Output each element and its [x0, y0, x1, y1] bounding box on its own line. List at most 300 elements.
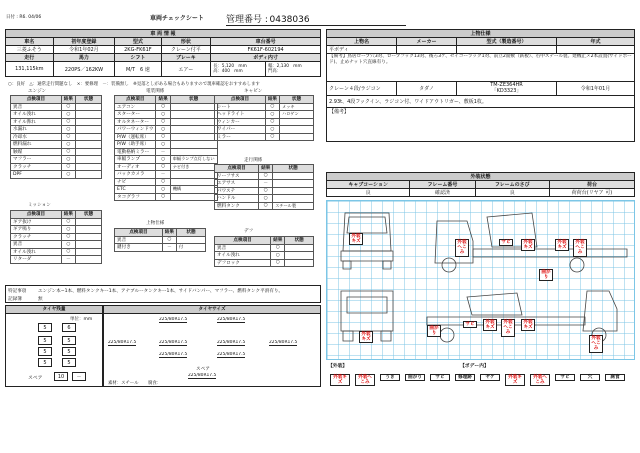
- mission-note: [76, 233, 102, 241]
- mission-table: [10, 210, 102, 264]
- electric-item: オルタネーター: [115, 118, 156, 126]
- crane-maker: タダノ: [397, 82, 457, 96]
- defu-table: [214, 236, 314, 267]
- electric-row: [115, 171, 218, 179]
- engine-note: [76, 133, 102, 141]
- dmg-side1-3: 外装キズ: [555, 239, 569, 251]
- cabin-note: ハロゲン: [280, 111, 314, 119]
- tire-remaining-box: [5, 305, 103, 387]
- legend-left-title: 【外装】: [328, 364, 348, 369]
- suspension-note: [273, 195, 314, 203]
- vehicle-info-table: [5, 29, 321, 77]
- vehicle-info-title: 車 両 情 報: [6, 30, 321, 38]
- defu-item: 異音: [215, 244, 271, 252]
- engine-item: 燃料漏れ: [11, 141, 62, 149]
- engine-col-2: 状態: [76, 96, 102, 104]
- exterior-table: [326, 172, 635, 197]
- wheel-note: 腐食：: [148, 381, 162, 386]
- side-view-wheel-f: [442, 258, 456, 272]
- vv2-2: M/T 6 速: [115, 62, 161, 77]
- exterior-title: 外装状態: [327, 173, 635, 181]
- upper-result: ○: [162, 236, 176, 244]
- electric-note: [170, 118, 217, 126]
- electric-title: 電装関係: [146, 89, 165, 94]
- electric-row: [115, 141, 218, 149]
- dmg-side2-1: サビ: [463, 321, 477, 328]
- vh2-1: 馬力: [53, 54, 115, 62]
- dmg-side2-2: 外装キズ: [483, 319, 497, 331]
- engine-note: [76, 156, 102, 164]
- dmg-side1-1: サビ: [499, 239, 513, 246]
- electric-note: [170, 148, 217, 156]
- vv-0: 三菱ふそう: [6, 46, 54, 54]
- engine-row: [11, 133, 102, 141]
- legend-item: サビ: [555, 374, 575, 381]
- suspension-result: ○: [259, 187, 273, 195]
- tire-r1: 5: [38, 336, 52, 345]
- engine-note: [76, 163, 102, 171]
- mission-row: [11, 233, 102, 241]
- electric-row: [115, 103, 218, 111]
- dmg-side2-5: 外装へこみ: [589, 335, 603, 353]
- suspension-row: [215, 202, 314, 210]
- electric-note: 車幅ランプ点灯しない: [170, 156, 217, 164]
- electric-item: 電動格納ミラー: [115, 148, 156, 156]
- tire-r5: 5: [38, 358, 52, 367]
- engine-result: ○: [61, 148, 75, 156]
- electric-table: [114, 95, 218, 201]
- mission-result: －: [61, 256, 75, 264]
- electric-item: 車幅ランプ: [115, 156, 156, 164]
- engine-item: クラッチ: [11, 163, 62, 171]
- legend-item: 修理跡: [455, 374, 475, 381]
- suspension-title: 走行関係: [244, 158, 263, 163]
- electric-result: ○: [156, 163, 170, 171]
- electric-row: [115, 178, 218, 186]
- mission-result: ○: [61, 218, 75, 226]
- crane-model: TM-ZE364HR: [490, 82, 523, 88]
- electric-result: －: [156, 148, 170, 156]
- upper-col-0: 点検項目: [115, 229, 163, 237]
- suspension-note: [273, 172, 314, 180]
- dmg-rear-0: 外装キズ: [359, 331, 373, 343]
- upper-col-2: 状態: [176, 229, 205, 237]
- vh-1: 初年度登録: [53, 38, 115, 46]
- side2-wheel-r: [440, 328, 454, 342]
- engine-row: [11, 103, 102, 111]
- dmg-side1-5: 曲がり: [539, 269, 553, 281]
- cabin-row: [215, 133, 314, 141]
- dmg-side2-3: 外装へこみ: [501, 319, 515, 337]
- eh-3: 荷台: [550, 181, 635, 189]
- electric-item: スターター: [115, 111, 156, 119]
- tire-fr: 6: [62, 323, 76, 332]
- electric-result: ○: [156, 103, 170, 111]
- sh-0: 上物名: [327, 38, 397, 46]
- tire-remaining-title: タイヤ残量: [6, 306, 102, 314]
- vh2-3: ブレーキ: [161, 54, 211, 62]
- eh-2: フレームのさび: [475, 181, 550, 189]
- suspension-note: スチール製: [273, 202, 314, 210]
- cabin-title: キャビン: [244, 89, 263, 94]
- engine-result: ○: [61, 171, 75, 179]
- date-label: 日付 : R6. 04/06: [6, 15, 42, 20]
- tire-r6: 5: [62, 358, 76, 367]
- record-label: 記録簿: [8, 297, 22, 302]
- engine-title: エンジン: [28, 89, 47, 94]
- electric-item: P/W（助手席）: [115, 141, 156, 149]
- suspension-col-2: 状態: [273, 165, 314, 173]
- engine-row: [11, 111, 102, 119]
- electric-result: －: [156, 171, 170, 179]
- electric-row: [115, 133, 218, 141]
- defu-note: [285, 244, 314, 252]
- electric-item: バックカメラ: [115, 171, 156, 179]
- crane-remark: 2.93t、4段フックイン、ラジコン付、ワイドアウトリガー、敷板1枚。: [327, 96, 635, 108]
- electric-note: [170, 133, 217, 141]
- electric-row: [115, 163, 218, 171]
- electric-item: エアコン: [115, 103, 156, 111]
- cabin-col-2: 状態: [280, 96, 314, 104]
- upper-result: －: [162, 244, 176, 252]
- electric-col-1: 結果: [156, 96, 170, 104]
- defu-col-2: 状態: [285, 237, 314, 245]
- vh-3: 形状: [161, 38, 211, 46]
- legend-item: 腐食: [605, 374, 625, 381]
- mission-item: クラッチ: [11, 233, 62, 241]
- suspension-item: リーフサス: [215, 172, 259, 180]
- tire-r4: 5: [62, 347, 76, 356]
- electric-result: ○: [156, 111, 170, 119]
- sh-3: 年式: [557, 38, 635, 46]
- electric-item: P/W（運転席）: [115, 133, 156, 141]
- ts-front-l: 225/80R17.5: [159, 317, 188, 322]
- tire-r3: 5: [38, 347, 52, 356]
- electric-result: ○: [156, 156, 170, 164]
- mission-item: オイル洩れ: [11, 248, 62, 256]
- legend-line: ○：良好 △：通常走行問題なし ×：要修理 －：装備無し ※見落としがある場合もありますので現車確認をおすすめします: [8, 82, 260, 87]
- engine-row: [11, 126, 102, 134]
- mission-row: [11, 241, 102, 249]
- cabin-row: [215, 118, 314, 126]
- electric-row: [115, 156, 218, 164]
- defu-result: ○: [271, 252, 285, 260]
- spare-remaining: 10: [54, 372, 68, 381]
- vh-0: 車名: [6, 38, 54, 46]
- suspension-item: エアサス: [215, 180, 259, 188]
- cabin-col-1: 結果: [265, 96, 279, 104]
- ts-r2: 225/80R17.5: [159, 340, 188, 345]
- engine-note: [76, 126, 102, 134]
- vv2-1: 220PS／162KW: [53, 62, 115, 77]
- vh2-4: ボディ内寸: [211, 54, 321, 62]
- cabin-note: メッキ: [280, 103, 314, 111]
- vv2-0: 131,115km: [6, 62, 54, 77]
- defu-row: [215, 244, 314, 252]
- ts-r1: 225/80R17.5: [108, 340, 137, 345]
- suspension-item: 燃料タンク: [215, 202, 259, 210]
- dmg-front-0: 外装キズ: [349, 233, 363, 245]
- electric-row: [115, 186, 218, 194]
- defu-col-0: 点検項目: [215, 237, 271, 245]
- electric-item: ナビ: [115, 178, 156, 186]
- vv-2: 2KG-FK61F: [115, 46, 161, 54]
- dims-lw: 長：5,120 mm 高：400 mm: [211, 62, 266, 77]
- crane-year: 令和1年01月: [557, 82, 635, 96]
- electric-row: [115, 111, 218, 119]
- mission-note: [76, 256, 102, 264]
- electric-note: ナビ付き: [170, 163, 217, 171]
- cabin-row: [215, 126, 314, 134]
- engine-col-1: 結果: [61, 96, 75, 104]
- electric-result: ○: [156, 186, 170, 194]
- engine-result: ○: [61, 111, 75, 119]
- engine-row: [11, 148, 102, 156]
- mgmt-number-line: [226, 12, 406, 26]
- defu-title: デフ: [244, 229, 254, 234]
- electric-note: [170, 178, 217, 186]
- engine-row: [11, 171, 102, 179]
- cabin-item: ミラー: [215, 133, 266, 141]
- electric-note: [170, 193, 217, 201]
- legend-item: 外装キズ: [505, 374, 525, 386]
- electric-note: [170, 103, 217, 111]
- cabin-result: ○: [265, 126, 279, 134]
- mission-col-1: 結果: [61, 211, 75, 219]
- suspension-col-0: 点検項目: [215, 165, 259, 173]
- upper-col-1: 結果: [162, 229, 176, 237]
- electric-note: [170, 171, 217, 179]
- vv-4: FK61F-602194: [211, 46, 321, 54]
- electric-item: タコグラフ: [115, 193, 156, 201]
- engine-item: オイル洩れ: [11, 111, 62, 119]
- electric-col-2: 状態: [170, 96, 217, 104]
- cabin-result: ○: [265, 118, 279, 126]
- dmg-side1-2: 外装キズ: [521, 239, 535, 251]
- engine-result: ○: [61, 133, 75, 141]
- cabin-row: [215, 103, 314, 111]
- engine-item: マフラー: [11, 156, 62, 164]
- electric-item: パワーウィンドウ: [115, 126, 156, 134]
- front-view-bumper: [341, 251, 393, 261]
- legend-item: 外装へこみ: [355, 374, 375, 386]
- ts-r6: 225/80R17.5: [217, 352, 246, 357]
- vv-3: クレーン付平: [161, 46, 211, 54]
- vv-1: 令和1年02月: [53, 46, 115, 54]
- engine-note: [76, 141, 102, 149]
- upper-item: 鍵付き: [115, 244, 163, 252]
- legend-item: 外装へこみ: [530, 374, 550, 386]
- suspension-col-1: 結果: [259, 165, 273, 173]
- tire-size-title: タイヤサイズ: [104, 306, 320, 314]
- special-text: エンジン本−1本、燃料タンクキー1本、アナブルータンクキー1本、サイドバンパー、マフラー、燃料タンク平滑有り。: [38, 289, 284, 294]
- electric-col-0: 点検項目: [115, 96, 156, 104]
- mission-note: [76, 241, 102, 249]
- cabin-result: ○: [265, 103, 279, 111]
- side-view-wheel-r: [570, 258, 584, 272]
- spec-body: 平ボディ: [327, 46, 397, 54]
- mission-result: ○: [61, 241, 75, 249]
- mission-note: [76, 218, 102, 226]
- suspension-row: [215, 187, 314, 195]
- cabin-table: [214, 95, 314, 141]
- spec-remark: 鳥居ロープ穴3対、ロープフック13対、後ろ3ケ、セイコーラック1対、前立2面敷（鉄板）、右中ステール製。建機止メ2本設置(サイドボード)、止めナット穴直線有り。: [329, 54, 632, 65]
- crane-name: クレーン４段/ラジコン: [327, 82, 397, 96]
- eh-0: キャブコーション: [327, 181, 410, 189]
- dmg-side1-0: 外装へこみ: [455, 239, 469, 257]
- engine-result: ○: [61, 103, 75, 111]
- suspension-row: [215, 172, 314, 180]
- special-label: 特記事項: [8, 289, 27, 294]
- engine-item: 異音: [11, 103, 62, 111]
- mission-col-0: 点検項目: [11, 211, 62, 219]
- suspension-result: ○: [259, 202, 273, 210]
- electric-result: ○: [156, 118, 170, 126]
- ts-r5: 225/80R17.5: [159, 352, 188, 357]
- defu-note: [285, 252, 314, 260]
- side2-crane: [467, 293, 522, 315]
- front-view-windshield: [347, 217, 387, 233]
- engine-row: [11, 118, 102, 126]
- rear-view-window: [347, 297, 387, 313]
- side-view-bed: [473, 249, 627, 257]
- dmg-side2-4: 外装キズ: [521, 319, 535, 331]
- vv2-3: エアー: [161, 62, 211, 77]
- dmg-side2-0: 曲がり: [427, 325, 441, 337]
- dmg-side1-4: 外装へこみ: [573, 239, 587, 257]
- mission-note: [76, 226, 102, 234]
- cabin-note: [280, 126, 314, 134]
- upper-title: 上物仕様: [146, 221, 165, 226]
- mission-result: ○: [61, 233, 75, 241]
- tire-size-box: [103, 305, 321, 387]
- defu-row: [215, 259, 314, 267]
- engine-row: [11, 163, 102, 171]
- electric-result: ○: [156, 133, 170, 141]
- defu-result: ○: [271, 259, 285, 267]
- electric-note: [170, 141, 217, 149]
- sh-1: メーカー: [397, 38, 457, 46]
- cabin-note: [280, 133, 314, 141]
- mgmt-label: 管理番号 :: [226, 15, 268, 25]
- crane-model-cell: [457, 82, 557, 96]
- engine-note: [76, 118, 102, 126]
- engine-item: DPF: [11, 171, 62, 179]
- upper-note: [176, 236, 205, 244]
- tire-unit: 単位：mm: [70, 317, 93, 322]
- engine-table: [10, 95, 102, 179]
- spec-title: 上物仕様: [327, 30, 635, 38]
- engine-item: 触媒: [11, 148, 62, 156]
- ts-spare-label: スペア: [196, 367, 210, 372]
- mgmt-number: 0438036: [269, 15, 310, 25]
- engine-result: ○: [61, 156, 75, 164]
- legend-right-title: 【ボデー内】: [460, 364, 489, 369]
- engine-item: オイル滲れ: [11, 118, 62, 126]
- damage-diagram: [326, 200, 635, 360]
- upper-note: 付: [176, 244, 205, 252]
- ts-spare: 225/80R17.5: [188, 373, 217, 378]
- defu-item: オイル洩れ: [215, 252, 271, 260]
- spec-remark-cell: [327, 54, 635, 82]
- engine-note: [76, 111, 102, 119]
- engine-result: ○: [61, 118, 75, 126]
- mission-col-2: 状態: [76, 211, 102, 219]
- engine-result: ○: [61, 126, 75, 134]
- legend-item: うき: [380, 374, 400, 381]
- wheel-material: 素材：スチール: [108, 381, 139, 386]
- cabin-item: ワイパー: [215, 126, 266, 134]
- ev-0: 良: [327, 189, 410, 197]
- electric-note: 機構: [170, 186, 217, 194]
- suspension-item: ハンドル: [215, 195, 259, 203]
- electric-result: ○: [156, 193, 170, 201]
- ev-2: 良: [475, 189, 550, 197]
- spare-dash: －: [72, 372, 86, 381]
- special-notes-box: [5, 285, 321, 303]
- mission-note: [76, 248, 102, 256]
- dims-hd: 幅：2,130 mm 門高：: [266, 62, 321, 77]
- legend-item: 曲がり: [405, 374, 425, 381]
- mission-row: [11, 256, 102, 264]
- upper-row: [115, 236, 206, 244]
- mission-item: ギア抜け: [11, 218, 62, 226]
- front-view-wheels: [343, 261, 391, 269]
- engine-note: [76, 103, 102, 111]
- suspension-note: [273, 187, 314, 195]
- engine-result: ○: [61, 163, 75, 171]
- vh-4: 車台番号: [211, 38, 321, 46]
- sh-2: 型式（製造番号）: [457, 38, 557, 46]
- suspension-result: －: [259, 180, 273, 188]
- suspension-row: [215, 180, 314, 188]
- mission-item: 異音: [11, 241, 62, 249]
- mission-title: ミッション: [28, 203, 51, 208]
- legend-item: 穴: [580, 374, 600, 381]
- upper-row: [115, 244, 206, 252]
- vh-2: 型式: [115, 38, 161, 46]
- suspension-item: パワステ: [215, 187, 259, 195]
- engine-item: 水漏れ: [11, 126, 62, 134]
- suspension-table: [214, 164, 314, 210]
- ts-r4: 225/80R17.5: [269, 340, 298, 345]
- electric-item: ETC: [115, 186, 156, 194]
- spec-table: [326, 29, 635, 142]
- cabin-col-0: 点検項目: [215, 96, 266, 104]
- legend-item: サビ: [430, 374, 450, 381]
- spare-label: スペア: [28, 376, 43, 381]
- engine-result: ○: [61, 141, 75, 149]
- suspension-row: [215, 195, 314, 203]
- electric-item: オーディオ: [115, 163, 156, 171]
- mission-item: リターダ: [11, 256, 62, 264]
- defu-row: [215, 252, 314, 260]
- mission-row: [11, 218, 102, 226]
- upper-table: [114, 228, 206, 252]
- defu-result: ○: [271, 244, 285, 252]
- cabin-result: ○: [265, 111, 279, 119]
- vh2-2: シフト: [115, 54, 161, 62]
- eh-1: フレーム番号: [410, 181, 475, 189]
- legend-item: ヤケ: [480, 374, 500, 381]
- cabin-item: ヘッドライト: [215, 111, 266, 119]
- electric-note: [170, 126, 217, 134]
- engine-row: [11, 141, 102, 149]
- ts-front-r: 225/80R17.5: [217, 317, 246, 322]
- defu-col-1: 結果: [271, 237, 285, 245]
- spec-remark2: 【備考】: [327, 108, 635, 142]
- ts-r3: 225/80R17.5: [217, 340, 246, 345]
